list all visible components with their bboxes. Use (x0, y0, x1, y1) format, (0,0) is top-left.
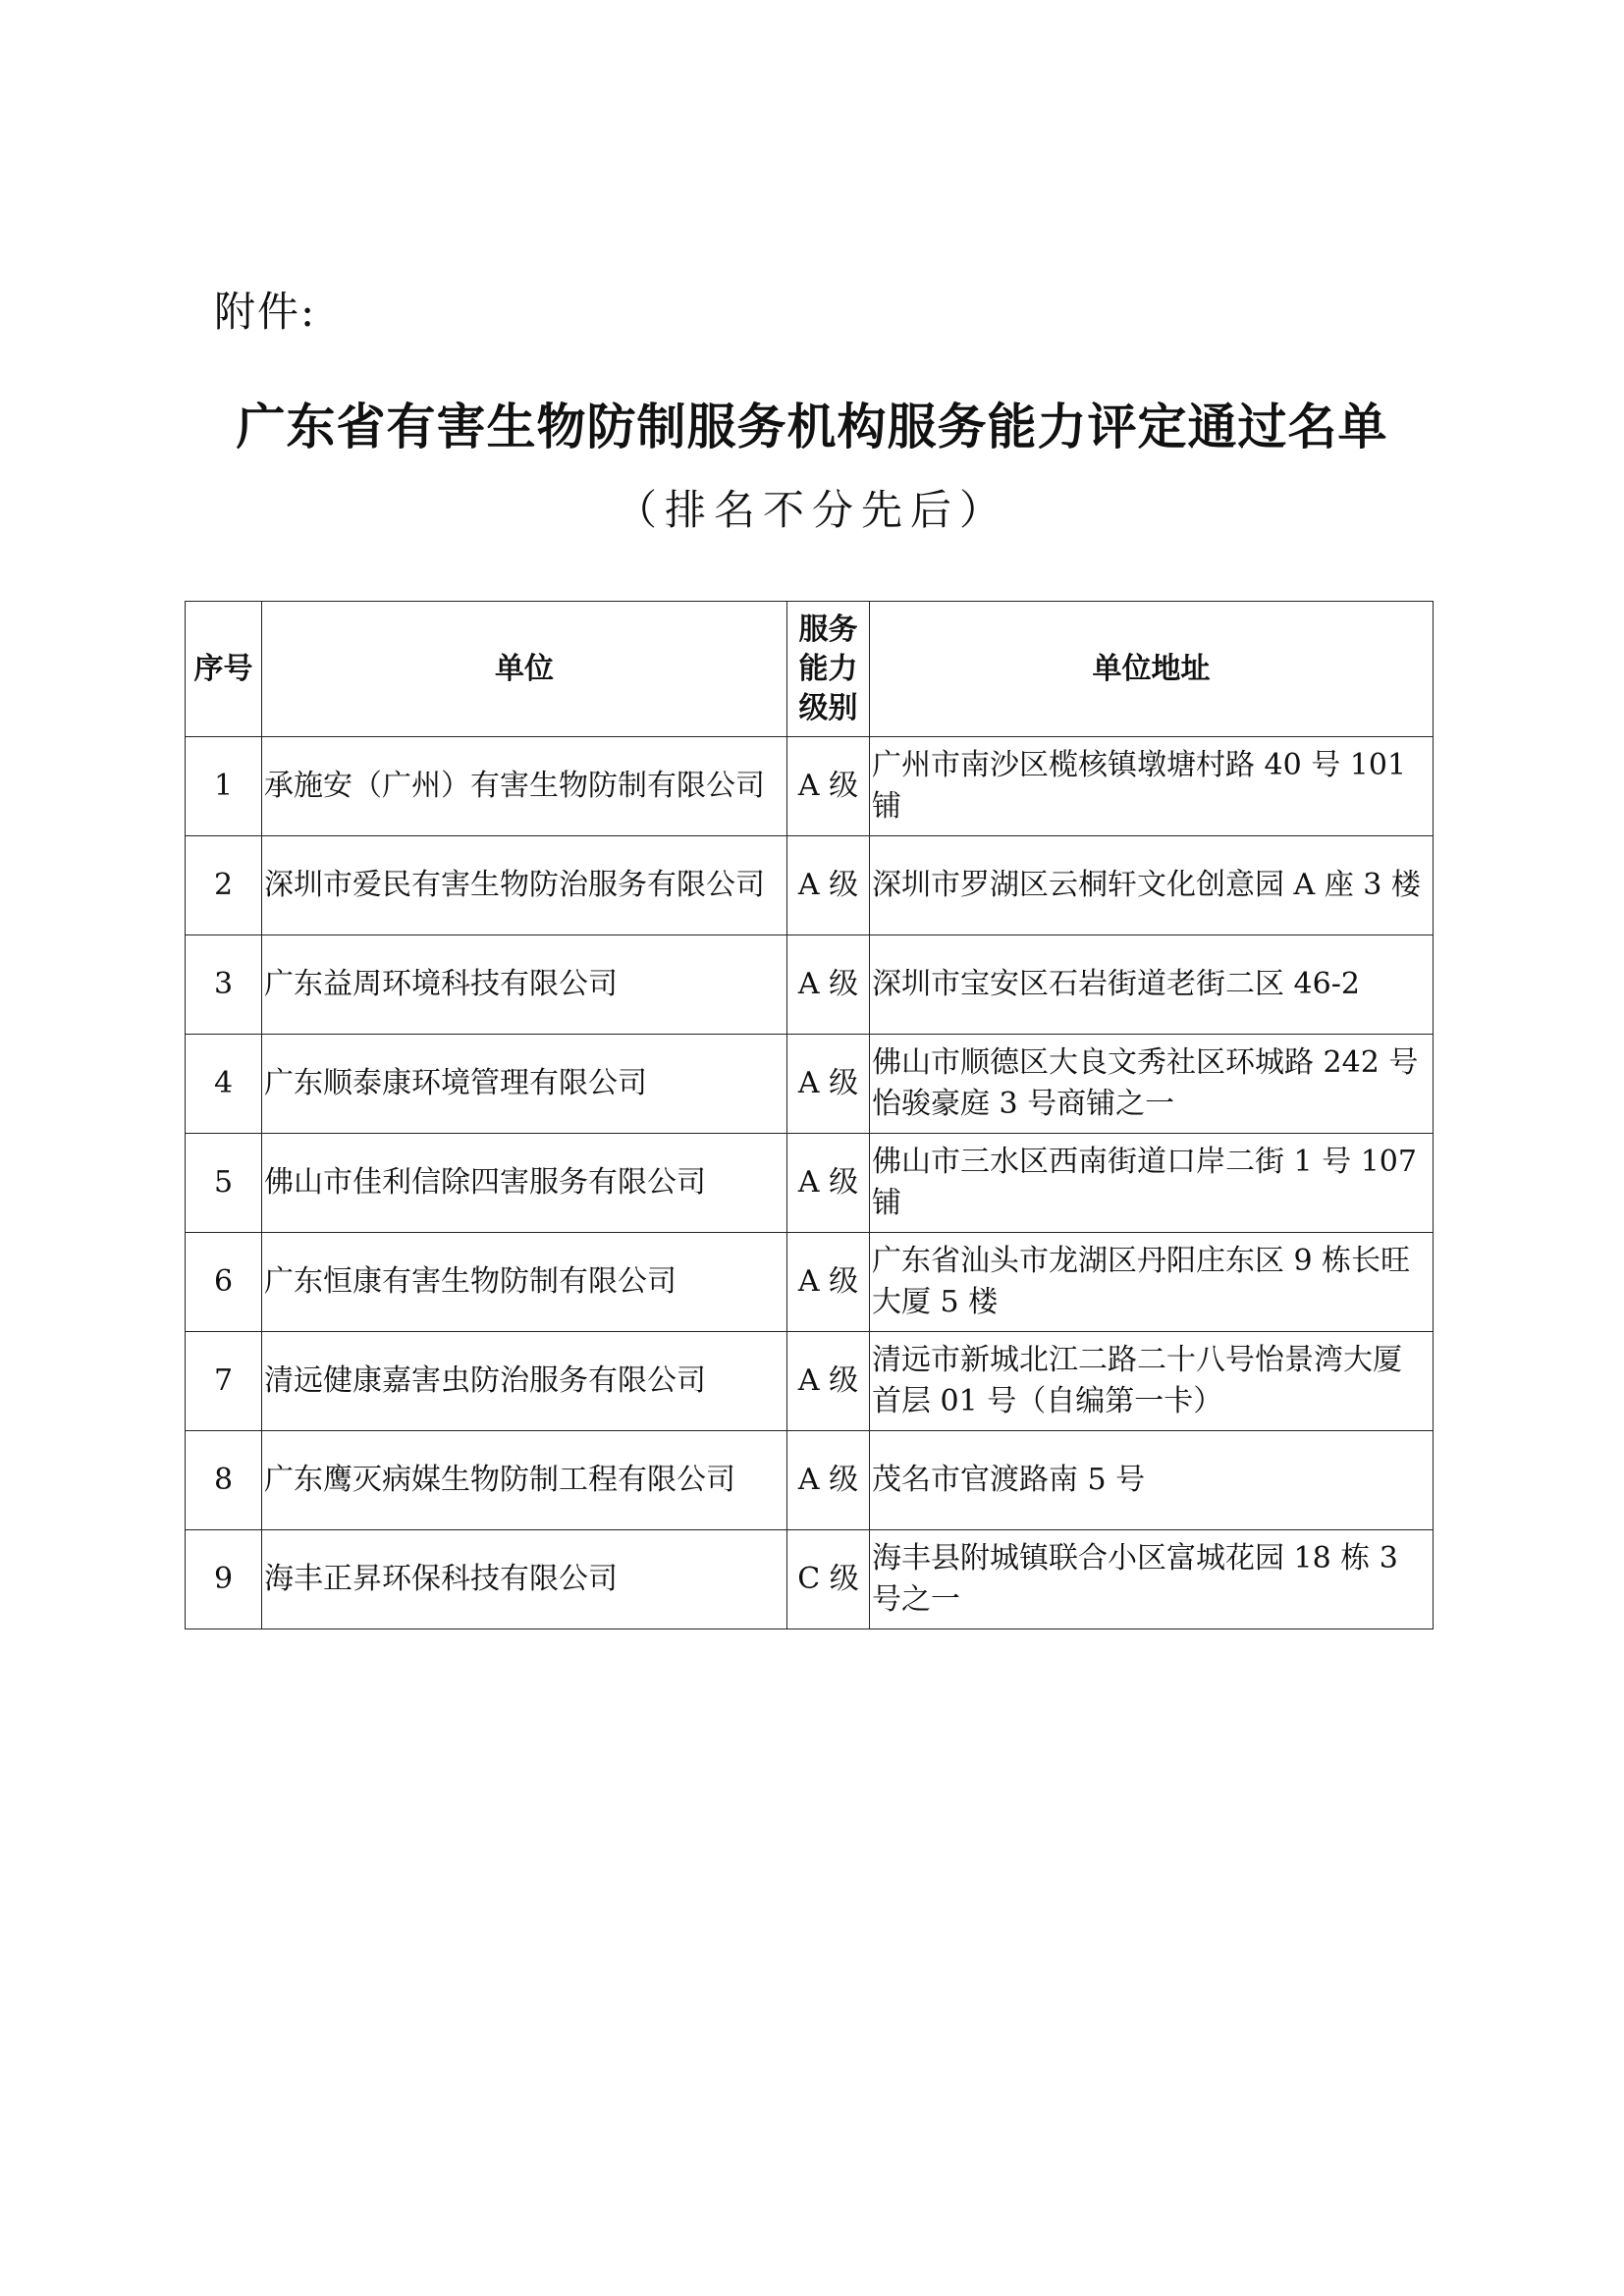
cell-service-level: A 级 (787, 1332, 870, 1431)
cell-service-level: C 级 (787, 1530, 870, 1629)
header-unit: 单位 (262, 602, 787, 737)
table-row (186, 737, 1434, 836)
cell-service-level: A 级 (787, 737, 870, 836)
cell-unit: 广东鹰灭病媒生物防制工程有限公司 (262, 1431, 787, 1530)
header-service-level-line: 能力 (798, 651, 858, 686)
cell-address: 深圳市宝安区石岩街道老街二区 46-2 (870, 935, 1434, 1035)
cell-serial-number: 8 (186, 1431, 262, 1530)
cell-address: 深圳市罗湖区云桐轩文化创意园 A 座 3 楼 (870, 836, 1434, 935)
cell-serial-number: 1 (186, 737, 262, 836)
cell-serial-number: 6 (186, 1233, 262, 1332)
cell-address: 广州市南沙区榄核镇墩塘村路 40 号 101 铺 (870, 737, 1434, 836)
attachment-label: 附件: (214, 288, 317, 336)
cell-unit: 清远健康嘉害虫防治服务有限公司 (262, 1332, 787, 1431)
cell-address: 佛山市顺德区大良文秀社区环城路 242 号怡骏豪庭 3 号商铺之一 (870, 1035, 1434, 1134)
cell-serial-number: 9 (186, 1530, 262, 1629)
document-title: 广东省有害生物防制服务机构服务能力评定通过名单 (236, 399, 1388, 455)
cell-serial-number: 3 (186, 935, 262, 1035)
cell-unit: 广东恒康有害生物防制有限公司 (262, 1233, 787, 1332)
table-row (186, 1233, 1434, 1332)
cell-unit: 佛山市佳利信除四害服务有限公司 (262, 1134, 787, 1233)
cell-serial-number: 2 (186, 836, 262, 935)
cell-address: 海丰县附城镇联合小区富城花园 18 栋 3 号之一 (870, 1530, 1434, 1629)
document-subtitle: （排名不分先后） (615, 486, 1008, 534)
header-service-level-line: 级别 (798, 690, 858, 725)
header-service-level (787, 602, 870, 737)
cell-service-level: A 级 (787, 1233, 870, 1332)
table-row (186, 1035, 1434, 1134)
approved-institutions-table (185, 601, 1434, 1629)
cell-unit: 深圳市爱民有害生物防治服务有限公司 (262, 836, 787, 935)
table-row (186, 836, 1434, 935)
cell-serial-number: 7 (186, 1332, 262, 1431)
cell-service-level: A 级 (787, 935, 870, 1035)
cell-serial-number: 5 (186, 1134, 262, 1233)
table-header-row (186, 602, 1434, 737)
header-serial-number: 序号 (186, 602, 262, 737)
cell-service-level: A 级 (787, 1134, 870, 1233)
table-row (186, 1431, 1434, 1530)
cell-unit: 承施安（广州）有害生物防制有限公司 (262, 737, 787, 836)
header-service-level-line: 服务 (798, 612, 858, 647)
table-row (186, 1134, 1434, 1233)
cell-address: 茂名市官渡路南 5 号 (870, 1431, 1434, 1530)
cell-service-level: A 级 (787, 1431, 870, 1530)
cell-address: 清远市新城北江二路二十八号怡景湾大厦首层 01 号（自编第一卡） (870, 1332, 1434, 1431)
cell-address: 广东省汕头市龙湖区丹阳庄东区 9 栋长旺大厦 5 楼 (870, 1233, 1434, 1332)
table-row (186, 1530, 1434, 1629)
table-row (186, 1332, 1434, 1431)
cell-service-level: A 级 (787, 1035, 870, 1134)
header-unit-address: 单位地址 (870, 602, 1434, 737)
cell-unit: 广东益周环境科技有限公司 (262, 935, 787, 1035)
cell-unit: 广东顺泰康环境管理有限公司 (262, 1035, 787, 1134)
table-row (186, 935, 1434, 1035)
cell-unit: 海丰正昇环保科技有限公司 (262, 1530, 787, 1629)
cell-service-level: A 级 (787, 836, 870, 935)
cell-serial-number: 4 (186, 1035, 262, 1134)
cell-address: 佛山市三水区西南街道口岸二街 1 号 107 铺 (870, 1134, 1434, 1233)
